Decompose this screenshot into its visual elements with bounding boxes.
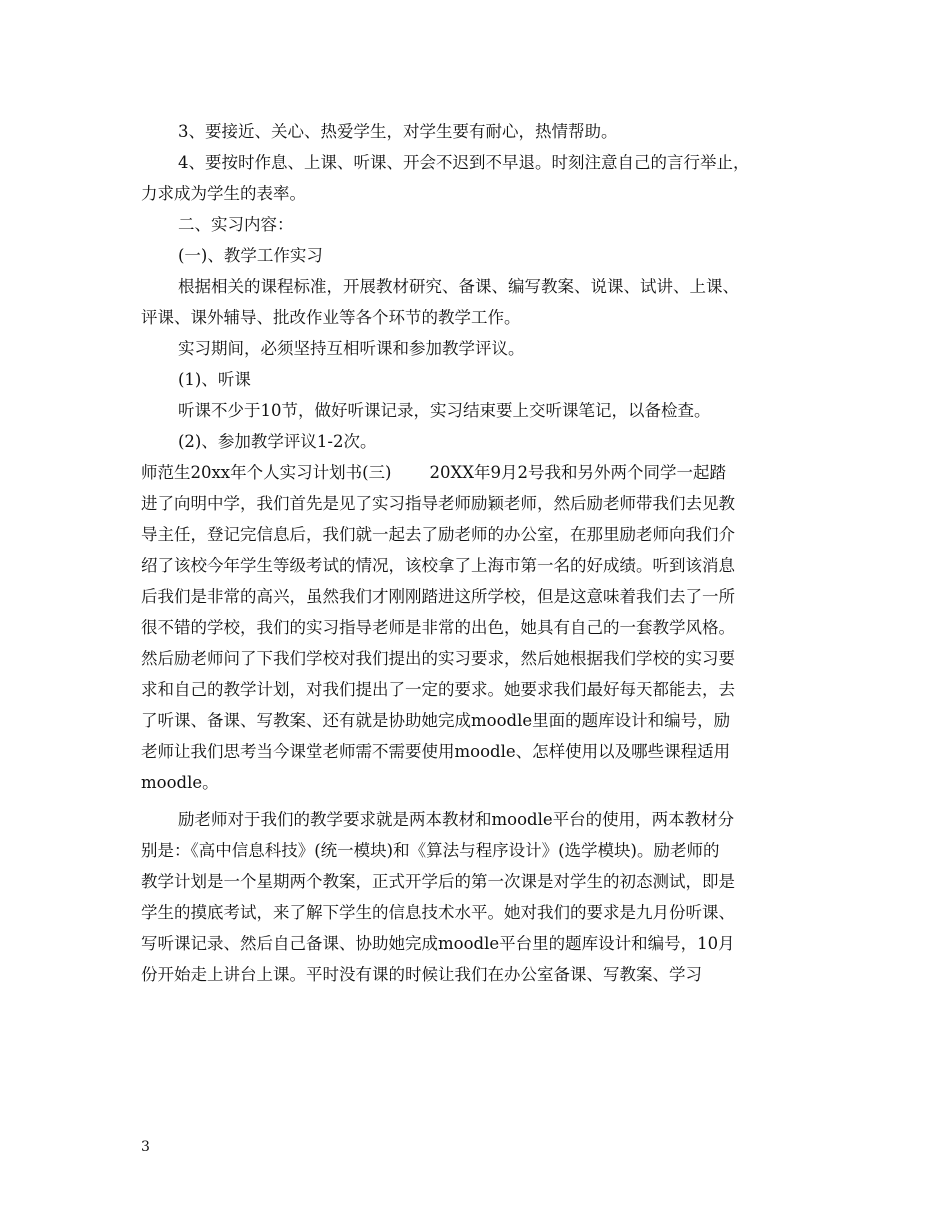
text-line: 学生的摸底考试，来了解下学生的信息技术水平。她对我们的要求是九月份听课、: [141, 903, 735, 922]
document-title: 师范生20xx年个人实习计划书(三): [141, 463, 392, 482]
text-line: 实习期间，必须坚持互相听课和参加教学评议。: [178, 339, 525, 358]
text-line: 教学计划是一个星期两个教案，正式开学后的第一次课是对学生的初态测试，即是: [141, 872, 735, 891]
text-line: 3、要接近、关心、热爱学生，对学生要有耐心，热情帮助。: [178, 122, 618, 141]
text-span: 20XX年9月2号我和另外两个同学一起踏: [429, 463, 726, 482]
text-line: 励老师对于我们的教学要求就是两本教材和moodle平台的使用，两本教材分: [178, 810, 735, 829]
text-line: (2)、参加教学评议1-2次。: [178, 432, 377, 451]
text-line: [141, 457, 831, 488]
text-line: 4、要按时作息、上课、听课、开会不迟到不早退。时刻注意自己的言行举止，: [178, 153, 750, 172]
text-line: 进了向明中学，我们首先是见了实习指导老师励颖老师，然后励老师带我们去见教: [141, 494, 735, 513]
text-line: 听课不少于10节，做好听课记录，实习结束要上交听课笔记，以备检查。: [178, 401, 711, 420]
subsection-heading: (一)、教学工作实习: [178, 246, 323, 265]
text-line: 写听课记录、然后自己备课、协助她完成moodle平台里的题库设计和编号，10月: [141, 934, 735, 953]
text-line: 导主任，登记完信息后，我们就一起去了励老师的办公室，在那里励老师向我们介: [141, 525, 735, 544]
text-line: 别是：《高中信息科技》(统一模块)和《算法与程序设计》(选学模块)。励老师的: [141, 841, 720, 860]
text-line: 求和自己的教学计划，对我们提出了一定的要求。她要求我们最好每天都能去，去: [141, 680, 735, 699]
text-line: 绍了该校今年学生等级考试的情况，该校拿了上海市第一名的好成绩。听到该消息: [141, 556, 735, 575]
section-heading: 二、实习内容：: [178, 215, 294, 234]
document-body: [141, 116, 831, 990]
text-line: 根据相关的课程标准，开展教材研究、备课、编写教案、说课、试讲、上课、: [178, 277, 739, 296]
text-line: 评课、课外辅导、批改作业等各个环节的教学工作。: [141, 308, 521, 327]
text-line: 很不错的学校，我们的实习指导老师是非常的出色，她具有自己的一套教学风格。: [141, 618, 735, 637]
text-line: 份开始走上讲台上课。平时没有课的时候让我们在办公室备课、写教案、学习: [141, 965, 702, 984]
text-line: 然后励老师问了下我们学校对我们提出的实习要求，然后她根据我们学校的实习要: [141, 649, 735, 668]
text-line: 老师让我们思考当今课堂老师需不需要使用moodle、怎样使用以及哪些课程适用: [141, 742, 731, 761]
text-line: 力求成为学生的表率。: [141, 184, 306, 203]
page-number: 3: [141, 1139, 150, 1155]
subsection-heading: (1)、听课: [178, 370, 251, 389]
text-line: 后我们是非常的高兴，虽然我们才刚刚踏进这所学校，但是这意味着我们去了一所: [141, 587, 735, 606]
text-line: 了听课、备课、写教案、还有就是协助她完成moodle里面的题库设计和编号，励: [141, 711, 731, 730]
text-line: moodle。: [141, 773, 219, 792]
